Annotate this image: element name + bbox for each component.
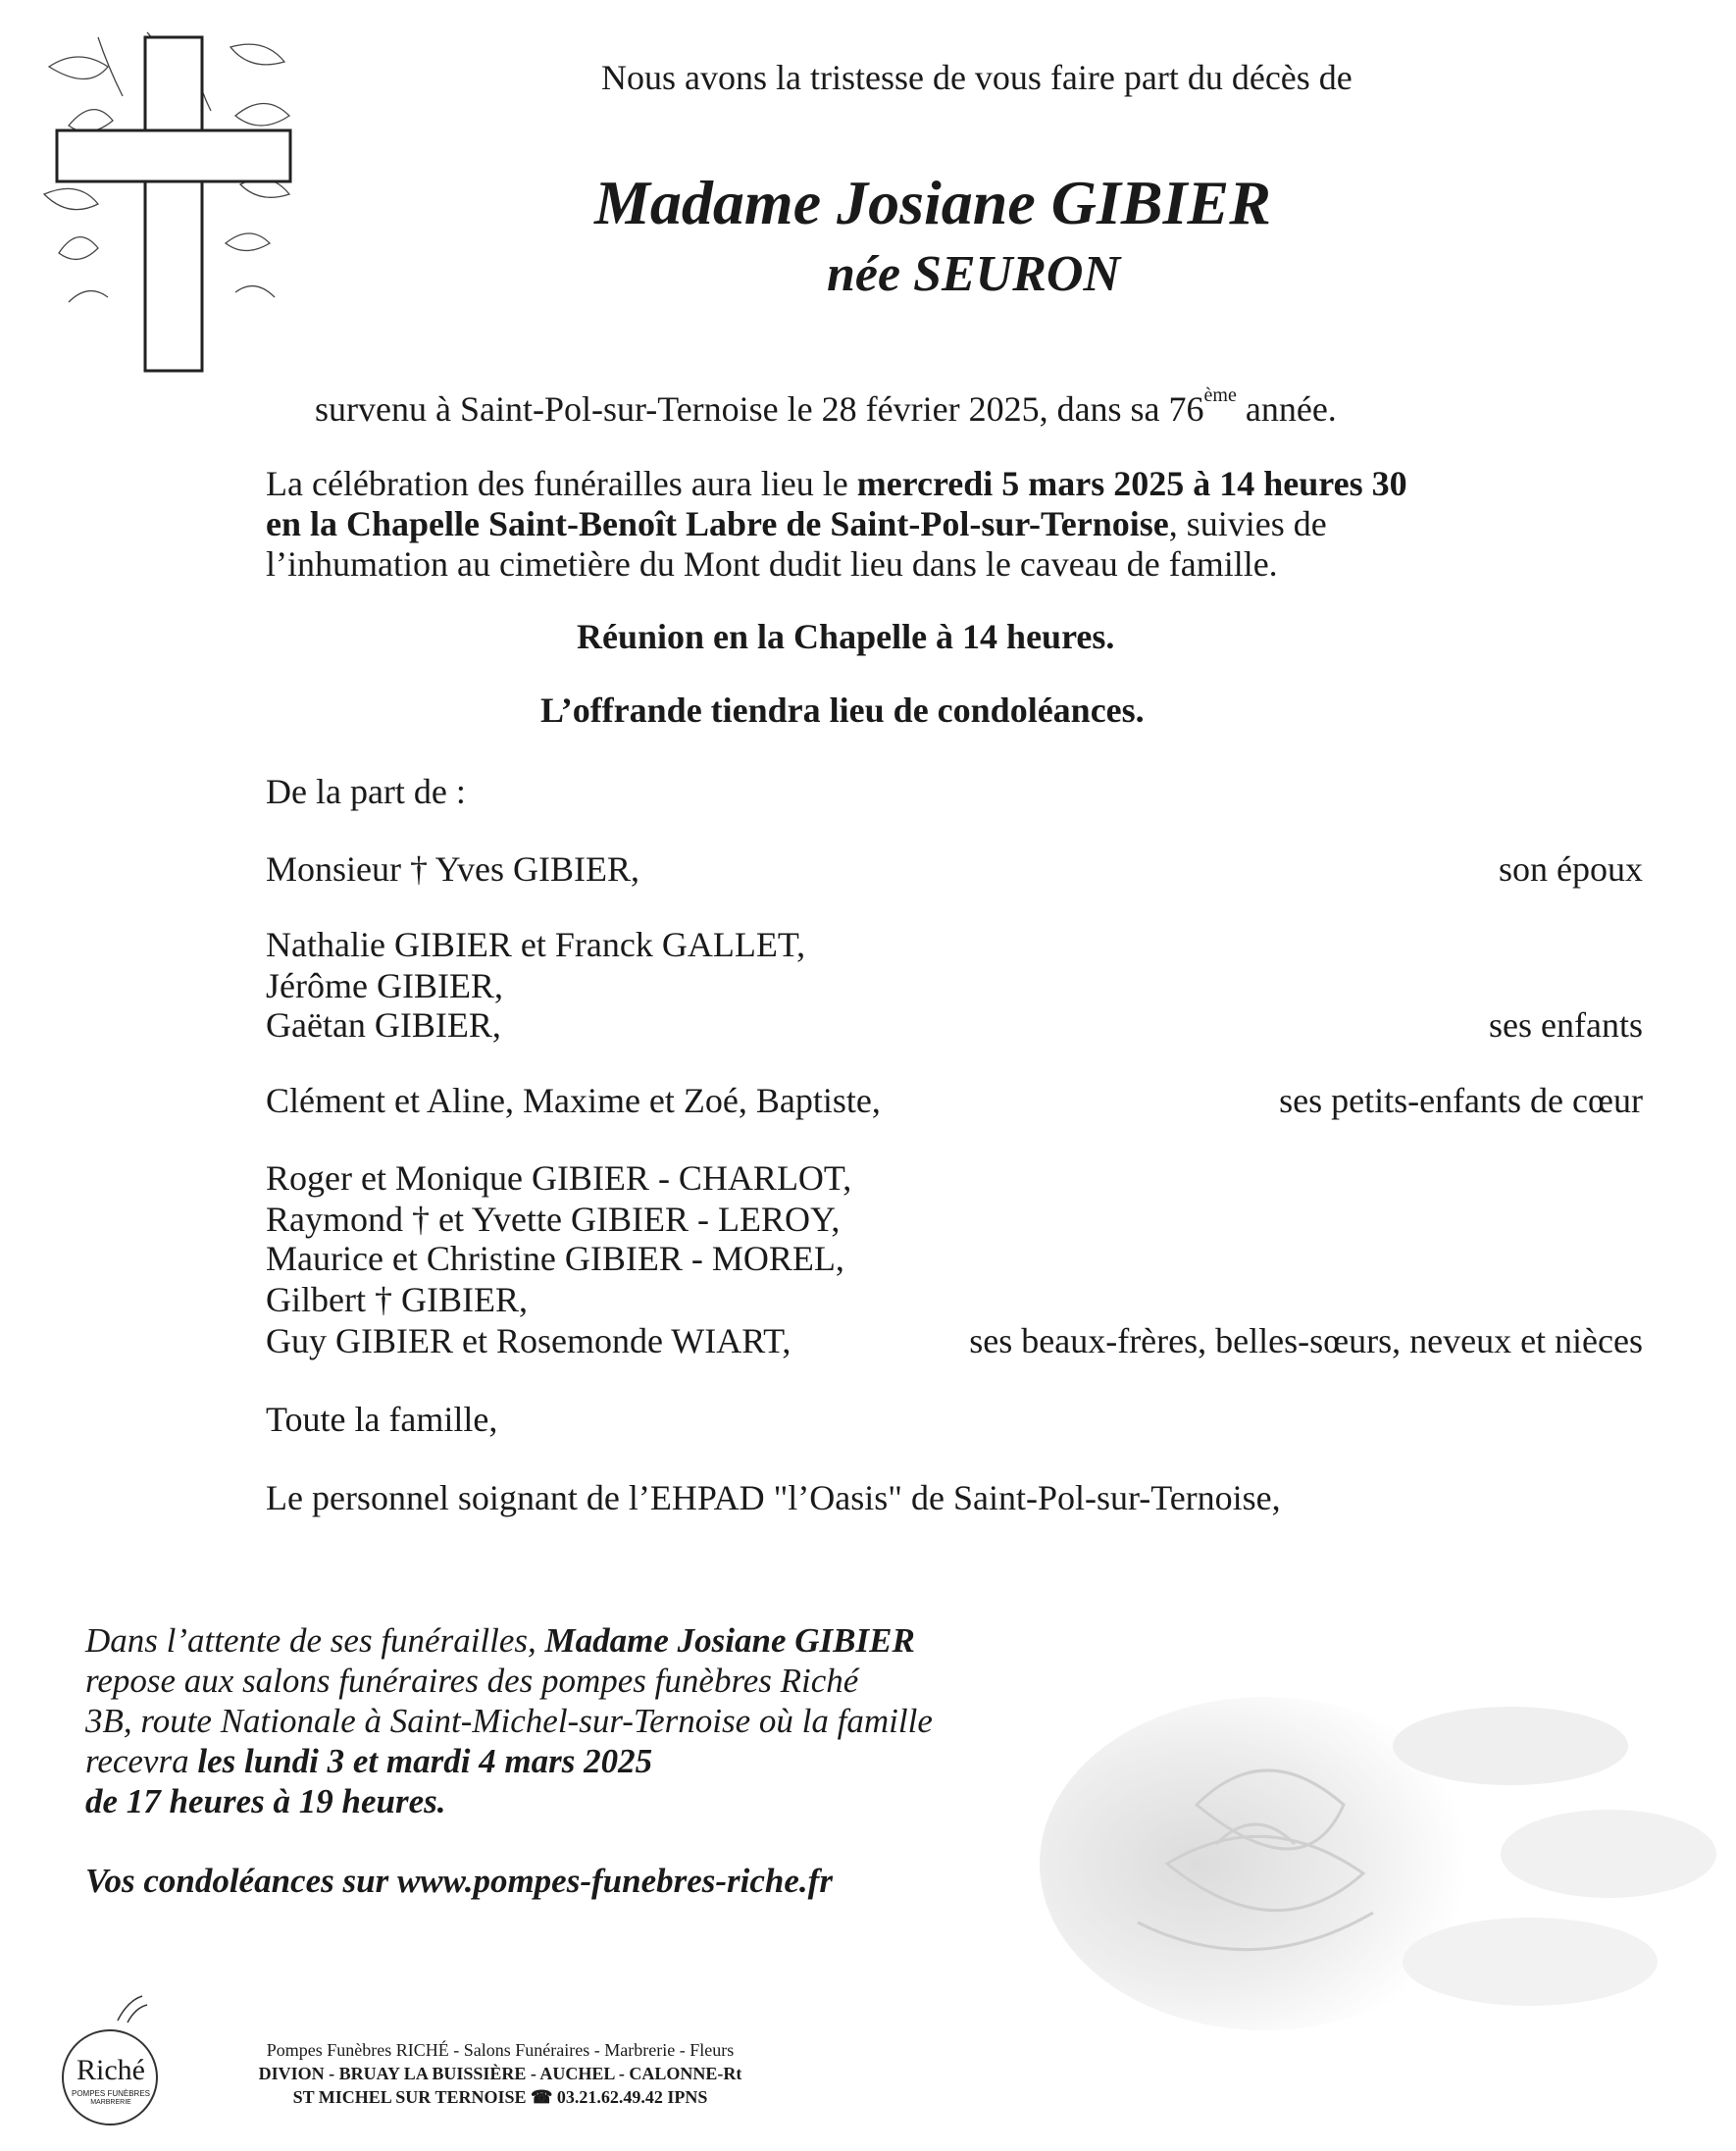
family-intro: De la part de :	[266, 772, 466, 811]
family-name: Roger et Monique GIBIER - CHARLOT,	[266, 1158, 852, 1198]
family-name: Clément et Aline, Maxime et Zoé, Baptiste,	[266, 1081, 881, 1120]
family-name: Nathalie GIBIER et Franck GALLET,	[266, 925, 806, 964]
footer-line3: 3B, route Nationale à Saint-Michel-sur-Ternoise où la famille	[85, 1702, 933, 1740]
toute-famille: Toute la famille,	[266, 1400, 498, 1439]
reunion-text: Réunion en la Chapelle à 14 heures.	[577, 617, 1115, 656]
family-relation: ses enfants	[1489, 1005, 1643, 1045]
family-name: Raymond † et Yvette GIBIER - LEROY,	[266, 1200, 841, 1239]
company-line2: DIVION - BRUAY LA BUISSIÈRE - AUCHEL - CALONNE-Rt	[258, 2064, 742, 2083]
death-info-text: survenu à Saint-Pol-sur-Ternoise le 28 février 2025, dans sa 76	[315, 389, 1204, 429]
condoleances-link[interactable]: Vos condoléances sur www.pompes-funebres-riche.fr	[85, 1862, 833, 1900]
family-name: Guy GIBIER et Rosemonde WIART,	[266, 1321, 791, 1360]
family-name: Jérôme GIBIER,	[266, 966, 503, 1005]
personnel-text: Le personnel soignant de l’EHPAD "l’Oasis" de Saint-Pol-sur-Ternoise,	[266, 1478, 1281, 1517]
family-relation: ses petits-enfants de cœur	[1279, 1081, 1643, 1120]
family-name: Maurice et Christine GIBIER - MOREL,	[266, 1239, 844, 1278]
logo-text: Riché	[77, 2054, 145, 2086]
death-info-end: année.	[1236, 389, 1337, 429]
company-line3: ST MICHEL SUR TERNOISE ☎ 03.21.62.49.42 IPNS	[292, 2087, 708, 2107]
maiden-name: née SEURON	[827, 246, 1121, 302]
ceremony-line2-end: , suivies de	[1168, 504, 1327, 543]
family-name: Gilbert † GIBIER,	[266, 1280, 528, 1319]
company-line1: Pompes Funèbres RICHÉ - Salons Funéraires - Marbrerie - Fleurs	[266, 2040, 735, 2060]
logo-sub1: POMPES FUNÈBRES	[71, 2089, 150, 2098]
rose-image	[1020, 1667, 1736, 2040]
footer-line4-text: recevra	[85, 1742, 198, 1780]
family-relation: son époux	[1499, 849, 1643, 889]
footer-line2: repose aux salons funéraires des pompes funèbres Riché	[85, 1662, 859, 1700]
footer-line1-text: Dans l’attente de ses funérailles,	[85, 1621, 545, 1660]
ordinal-suffix: ème	[1203, 384, 1237, 406]
riche-logo	[59, 1991, 172, 2138]
cross-lily-icon	[39, 27, 304, 381]
ceremony-line3: l’inhumation au cimetière du Mont dudit lieu dans le caveau de famille.	[266, 544, 1278, 584]
deceased-name: Madame Josiane GIBIER	[594, 168, 1271, 237]
footer-hours: de 17 heures à 19 heures.	[85, 1782, 446, 1820]
ceremony-place: en la Chapelle Saint-Benoît Labre de Saint-Pol-sur-Ternoise	[266, 504, 1169, 543]
family-name: Monsieur † Yves GIBIER,	[266, 849, 640, 889]
offrande-text: L’offrande tiendra lieu de condoléances.	[540, 691, 1145, 730]
footer-name: Madame Josiane GIBIER	[544, 1621, 915, 1660]
footer-line1	[85, 1620, 915, 1661]
footer-dates: les lundi 3 et mardi 4 mars 2025	[197, 1742, 653, 1780]
death-info	[315, 384, 1337, 430]
intro-text: Nous avons la tristesse de vous faire part du décès de	[601, 58, 1353, 97]
logo-sub2: MARBRERIE	[90, 2099, 131, 2106]
footer-line4	[85, 1741, 652, 1781]
ceremony-line1: La célébration des funérailles aura lieu le	[266, 464, 857, 503]
ceremony-paragraph	[266, 464, 1407, 585]
ceremony-date: mercredi 5 mars 2025 à 14 heures 30	[856, 464, 1407, 503]
family-relation: ses beaux-frères, belles-sœurs, neveux et nièces	[969, 1321, 1643, 1360]
family-name: Gaëtan GIBIER,	[266, 1005, 501, 1045]
